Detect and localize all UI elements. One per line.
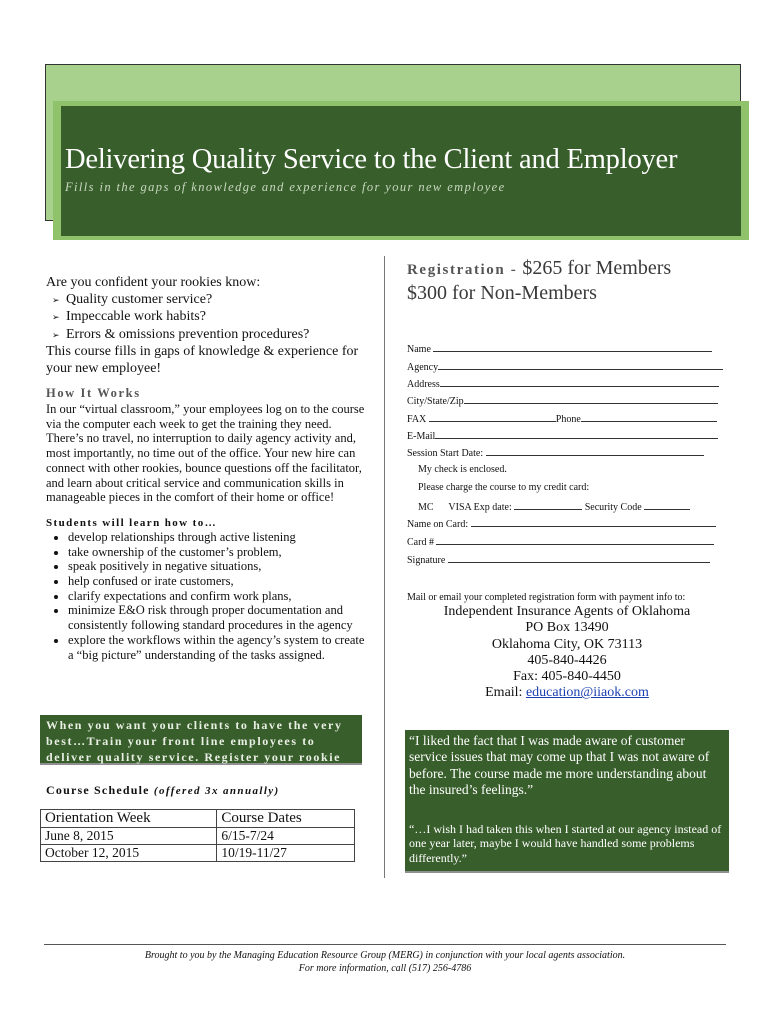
schedule-note: (offered 3x annually) bbox=[153, 785, 280, 797]
signature-field[interactable] bbox=[448, 553, 710, 563]
city-row bbox=[407, 394, 718, 407]
banner bbox=[61, 106, 741, 236]
phone-field[interactable] bbox=[581, 412, 717, 422]
card-number-field[interactable] bbox=[436, 535, 714, 545]
phone-number: 405-840-4426 bbox=[527, 652, 607, 668]
schedule-heading bbox=[46, 783, 280, 798]
agency-field[interactable] bbox=[438, 360, 723, 370]
callout-box: When you want your clients to have the very best…Train your front line employees to deliver quality service. Register your rookie bbox=[40, 715, 362, 765]
session-label: Session Start Date: bbox=[407, 448, 484, 459]
list-item: • develop relationships through active listening bbox=[68, 530, 366, 545]
footer-divider bbox=[44, 944, 726, 945]
charge-label: Please charge the course to my credit card: bbox=[418, 482, 590, 493]
email-prefix: Email: bbox=[485, 685, 523, 701]
table-cell: 6/15-7/24 bbox=[217, 828, 355, 845]
address-label: Address bbox=[407, 379, 440, 390]
fax-number: Fax: 405-840-4450 bbox=[513, 669, 621, 685]
table-row bbox=[41, 828, 355, 845]
name-row bbox=[407, 342, 712, 355]
security-label: Security Code bbox=[584, 502, 642, 513]
column-divider bbox=[384, 256, 385, 878]
mc-option[interactable]: MC bbox=[418, 502, 434, 513]
list-item: • clarify expectations and confirm work plans, bbox=[68, 589, 366, 604]
testimonial-quote: “I liked the fact that I was made aware of customer service issues that may come up that I was not aware of before. The course made me more understanding about the insured’s feelings.” bbox=[409, 733, 710, 797]
card-number-row bbox=[407, 535, 714, 548]
list-item: ➢ Impeccable work habits? bbox=[68, 309, 366, 327]
registration-title bbox=[407, 257, 727, 305]
registration-member-price: $265 for Members bbox=[522, 257, 672, 279]
table-cell: June 8, 2015 bbox=[41, 828, 217, 845]
schedule-table bbox=[40, 809, 355, 862]
city-field[interactable] bbox=[464, 394, 718, 404]
students-list bbox=[46, 530, 366, 662]
card-number-label: Card # bbox=[407, 537, 434, 548]
name-on-card-field[interactable] bbox=[471, 517, 716, 527]
email-line bbox=[404, 685, 730, 701]
page-subtitle: Fills in the gaps of knowledge and experience for your new employee bbox=[65, 180, 506, 194]
page-title: Delivering Quality Service to the Client and Employer bbox=[65, 144, 678, 175]
footer-line: For more information, call (517) 256-4786 bbox=[298, 962, 472, 974]
registration-nonmember-price: $300 for Non-Members bbox=[407, 282, 597, 304]
list-item: ➢ Quality customer service? bbox=[68, 292, 366, 310]
intro-bullets bbox=[46, 292, 366, 345]
registration-label: Registration - bbox=[407, 262, 518, 278]
fax-field[interactable] bbox=[429, 412, 556, 422]
org-name: Independent Insurance Agents of Oklahoma bbox=[443, 604, 691, 619]
name-field[interactable] bbox=[433, 342, 712, 352]
name-label: Name bbox=[407, 344, 431, 355]
how-it-works-heading: How It Works bbox=[46, 386, 141, 400]
registration-header bbox=[407, 257, 727, 305]
phone-label: Phone bbox=[555, 414, 581, 425]
left-column bbox=[46, 275, 366, 662]
exp-date-field[interactable] bbox=[514, 500, 582, 510]
signature-row bbox=[407, 553, 710, 566]
list-item: • minimize E&O risk through proper documentation and consistently following standard procedures in the agency bbox=[68, 603, 366, 632]
check-row bbox=[418, 464, 507, 475]
how-it-works-body: In our “virtual classroom,” your employees log on to the course via the computer each week to get the training they need. There’s no travel, no interruption to daily agency activity and, most importantly, no time out of the office. Your new hire can connect with other rookies, bounce questions off the facilitator, and learn about critical service and communication skills in manageable pieces in the comfort of their home or office! bbox=[46, 402, 365, 505]
check-label[interactable]: My check is enclosed. bbox=[418, 464, 507, 475]
session-field[interactable] bbox=[486, 446, 704, 456]
city-label: City/State/Zip bbox=[407, 396, 464, 407]
name-on-card-label: Name on Card: bbox=[407, 519, 469, 530]
table-cell: 10/19-11/27 bbox=[217, 845, 355, 862]
table-header-row bbox=[41, 810, 355, 828]
table-cell: October 12, 2015 bbox=[41, 845, 217, 862]
list-item: • explore the workflows within the agency’s system to create a “big picture” understanding of the tasks assigned. bbox=[68, 633, 366, 662]
fax-label: FAX bbox=[407, 414, 427, 425]
city-address: Oklahoma City, OK 73113 bbox=[491, 636, 643, 652]
intro bbox=[46, 275, 366, 377]
mail-note: Mail or email your completed registration form with payment info to: bbox=[407, 592, 686, 603]
schedule-title: Course Schedule bbox=[46, 783, 150, 797]
security-code-field[interactable] bbox=[644, 500, 690, 510]
col-header: Orientation Week bbox=[41, 810, 217, 828]
fax-phone-row bbox=[407, 412, 717, 425]
testimonial-quote: “…I wish I had taken this when I started at our agency instead of one year later, maybe I would have handled some problems differently.” bbox=[409, 822, 722, 865]
table-row bbox=[41, 845, 355, 862]
charge-row bbox=[418, 482, 589, 493]
students-heading: Students will learn how to… bbox=[46, 516, 218, 529]
footer bbox=[44, 950, 726, 975]
list-item: • speak positively in negative situations, bbox=[68, 559, 366, 574]
email-field[interactable] bbox=[435, 429, 718, 439]
testimonial-box bbox=[405, 730, 729, 873]
agency-label: Agency bbox=[407, 362, 439, 373]
email-link[interactable]: education@iiaok.com bbox=[525, 685, 649, 701]
address-row bbox=[407, 377, 719, 390]
intro-question: Are you confident your rookies know: bbox=[46, 275, 261, 290]
session-row bbox=[407, 446, 704, 459]
email-label: E-Mail bbox=[407, 431, 436, 442]
email-row bbox=[407, 429, 718, 442]
name-on-card-row bbox=[407, 517, 716, 530]
list-item: • take ownership of the customer’s problem, bbox=[68, 545, 366, 560]
signature-label: Signature bbox=[407, 555, 446, 566]
col-header: Course Dates bbox=[217, 810, 355, 828]
footer-line: Brought to you by the Managing Education Resource Group (MERG) in conjunction with your local agents association. bbox=[144, 950, 626, 961]
card-type-row bbox=[418, 500, 690, 513]
agency-row bbox=[407, 360, 723, 373]
list-item: ➢ Errors & omissions prevention procedures? bbox=[68, 327, 366, 345]
list-item: • help confused or irate customers, bbox=[68, 574, 366, 589]
po-box: PO Box 13490 bbox=[525, 620, 609, 636]
visa-label: VISA Exp date: bbox=[448, 502, 512, 513]
address-field[interactable] bbox=[440, 377, 719, 387]
contact-block bbox=[404, 604, 730, 702]
intro-closing: This course fills in gaps of knowledge & experience for your new employee! bbox=[46, 344, 359, 376]
